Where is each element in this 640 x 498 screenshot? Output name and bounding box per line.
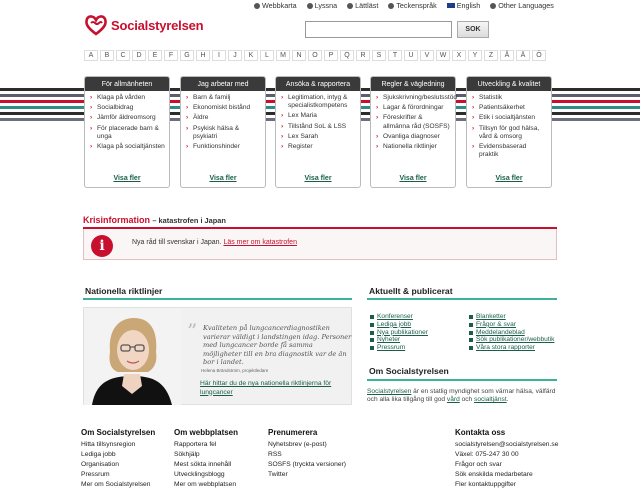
footer-link[interactable]: Pressrum bbox=[81, 471, 110, 478]
menu-item[interactable]: › Funktionshinder bbox=[186, 143, 261, 151]
speaker-icon bbox=[307, 3, 313, 9]
footer-link[interactable]: Utvecklingsblogg bbox=[174, 471, 225, 478]
footer-heading: Kontakta oss bbox=[455, 428, 506, 437]
footer-heading: Prenumerera bbox=[268, 428, 318, 437]
om-link-socialtjanst[interactable]: socialtjänst bbox=[474, 396, 507, 404]
kris-heading bbox=[83, 215, 226, 225]
person-portrait bbox=[84, 308, 181, 405]
alphabet-index bbox=[84, 50, 546, 61]
footer-link[interactable]: Rapportera fel bbox=[174, 441, 217, 448]
om-text: Socialstyrelsen är en statlig myndighet som värnar hälsa, välfärd och alla lika tillgång till god vård och socialtjänst. bbox=[367, 388, 556, 404]
menu-box bbox=[370, 76, 456, 188]
alphabet-letter[interactable]: S bbox=[372, 50, 386, 61]
footer-link[interactable]: Växel: 075-247 30 00 bbox=[455, 451, 519, 458]
footer-link[interactable]: Twitter bbox=[268, 471, 288, 478]
footer-link[interactable]: Mer om webbplatsen bbox=[174, 481, 237, 488]
menu-item[interactable]: › Nationella riktlinjer bbox=[376, 143, 451, 151]
alphabet-letter[interactable]: J bbox=[228, 50, 242, 61]
info-icon: i bbox=[91, 235, 113, 257]
footer-link[interactable]: SOSFS (tryckta versioner) bbox=[268, 461, 347, 468]
aktuellt-link[interactable]: Lediga jobb bbox=[369, 321, 428, 329]
search-input[interactable] bbox=[305, 21, 452, 38]
footer-link[interactable]: Nyhetsbrev (e-post) bbox=[268, 441, 327, 448]
aktuellt-link[interactable]: Frågor & svar bbox=[468, 321, 554, 329]
aktuellt-list-1 bbox=[369, 313, 428, 352]
alphabet-letter[interactable]: Å bbox=[500, 50, 514, 61]
aktuellt-list-2 bbox=[468, 313, 554, 352]
menu-heading[interactable]: Utveckling & kvalitet bbox=[467, 77, 551, 91]
riktlinjer-divider bbox=[83, 298, 352, 300]
alphabet-letter[interactable]: B bbox=[100, 50, 114, 61]
alphabet-letter[interactable]: E bbox=[148, 50, 162, 61]
quote-text: Kvaliteten på lungcancerdiagnostiken varierar väldigt i landstingen idag. Personer med lungcancer borde få samma möjligheter till en bra diagnostik var de än bor i landet. bbox=[203, 324, 352, 367]
aktuellt-link[interactable]: Blanketter bbox=[468, 313, 554, 321]
utility-nav bbox=[254, 1, 554, 10]
menu-list bbox=[85, 91, 169, 151]
alphabet-letter[interactable]: Z bbox=[484, 50, 498, 61]
uk-flag-icon bbox=[447, 3, 455, 8]
menu-list bbox=[181, 91, 265, 151]
footer-column bbox=[455, 428, 558, 490]
aktuellt-title: Aktuellt & publicerat bbox=[369, 286, 453, 296]
footer-link[interactable]: socialstyrelsen@socialstyrelsen.se bbox=[455, 441, 559, 448]
easy-read-icon bbox=[347, 3, 353, 9]
alphabet-letter[interactable]: V bbox=[420, 50, 434, 61]
kris-subtitle: – katastrofen i Japan bbox=[152, 216, 226, 225]
kris-panel bbox=[83, 229, 557, 260]
om-link-vard[interactable]: vård bbox=[446, 396, 460, 404]
menu-more-link[interactable]: Visa fler bbox=[209, 175, 237, 182]
kris-title: Krisinformation bbox=[83, 215, 151, 225]
sign-language-icon bbox=[388, 3, 394, 9]
sitemap-icon bbox=[254, 3, 260, 9]
menu-item[interactable]: › Lagar & förordningar bbox=[376, 104, 451, 112]
quote-author: Helena Brändström, projektledare bbox=[201, 368, 269, 373]
utility-link-teckensprak[interactable]: Teckenspråk bbox=[388, 1, 436, 10]
menu-box bbox=[466, 76, 552, 188]
menu-heading[interactable]: Jag arbetar med bbox=[181, 77, 265, 91]
utility-link-lyssna[interactable]: Lyssna bbox=[307, 1, 338, 10]
alphabet-letter[interactable]: I bbox=[212, 50, 226, 61]
menu-item[interactable]: › Ovanliga diagnoser bbox=[376, 133, 451, 141]
menu-item[interactable]: › Sjukskrivning/beslutsstöd bbox=[376, 94, 451, 102]
riktlinjer-panel bbox=[83, 307, 352, 405]
aktuellt-link[interactable]: Meddelandeblad bbox=[468, 329, 554, 337]
alphabet-letter[interactable]: D bbox=[132, 50, 146, 61]
menu-more-link[interactable]: Visa fler bbox=[304, 175, 332, 182]
menu-box bbox=[180, 76, 266, 188]
menu-item[interactable]: › Jämför äldreomsorg bbox=[90, 114, 165, 122]
alphabet-letter[interactable]: U bbox=[404, 50, 418, 61]
riktlinjer-title: Nationella riktlinjer bbox=[85, 286, 163, 296]
aktuellt-link[interactable]: Nya publikationer bbox=[369, 329, 428, 337]
menu-item[interactable]: › Tillstånd SoL & LSS bbox=[281, 123, 356, 131]
alphabet-letter[interactable]: A bbox=[84, 50, 98, 61]
menu-list bbox=[371, 91, 458, 151]
alphabet-letter[interactable]: L bbox=[260, 50, 274, 61]
menu-item[interactable]: › Klaga på vården bbox=[90, 94, 165, 102]
menu-more-link[interactable]: Visa fler bbox=[113, 175, 141, 182]
utility-link-english[interactable]: English bbox=[447, 1, 481, 10]
alphabet-letter[interactable]: M bbox=[276, 50, 290, 61]
alphabet-letter[interactable]: K bbox=[244, 50, 258, 61]
footer-link[interactable]: Organisation bbox=[81, 461, 119, 468]
menu-item[interactable]: › Legitimation, intyg & specialistkompetens bbox=[281, 94, 356, 110]
om-divider bbox=[367, 379, 557, 381]
menu-item[interactable]: › Äldre bbox=[186, 114, 261, 122]
footer-link[interactable]: Mest sökta innehåll bbox=[174, 461, 232, 468]
menu-heading[interactable]: För allmänheten bbox=[85, 77, 169, 91]
footer-heading: Om Socialstyrelsen bbox=[81, 428, 156, 437]
site-logo[interactable] bbox=[84, 14, 203, 36]
menu-item[interactable]: › Barn & familj bbox=[186, 94, 261, 102]
alphabet-letter[interactable]: R bbox=[356, 50, 370, 61]
om-title: Om Socialstyrelsen bbox=[369, 366, 449, 376]
menu-item[interactable]: › Ekonomiskt bistånd bbox=[186, 104, 261, 112]
alphabet-letter[interactable]: C bbox=[116, 50, 130, 61]
menu-item[interactable]: › Etik i socialtjänsten bbox=[472, 114, 547, 122]
kris-text: Nya råd till svenskar i Japan. Läs mer om katastrofen bbox=[132, 239, 297, 246]
footer-link[interactable]: Fler kontaktuppgifter bbox=[455, 481, 516, 488]
alphabet-letter[interactable]: Y bbox=[468, 50, 482, 61]
menu-box bbox=[84, 76, 170, 188]
om-link-socialstyrelsen[interactable]: Socialstyrelsen bbox=[367, 388, 412, 395]
footer-column bbox=[81, 428, 155, 490]
alphabet-letter[interactable]: T bbox=[388, 50, 402, 61]
aktuellt-link[interactable]: Våra stora rapporter bbox=[468, 344, 554, 352]
alphabet-letter[interactable]: O bbox=[308, 50, 322, 61]
footer-column bbox=[174, 428, 238, 490]
riktlinjer-link[interactable]: Här hittar du de nya nationella riktlinjerna för lungcancer bbox=[200, 380, 332, 396]
footer-heading: Om webbplatsen bbox=[174, 428, 239, 437]
menu-item[interactable]: › Evidensbaserad praktik bbox=[472, 143, 547, 159]
alphabet-letter[interactable]: Ö bbox=[532, 50, 546, 61]
menu-item[interactable]: › Register bbox=[281, 143, 356, 151]
alphabet-letter[interactable]: H bbox=[196, 50, 210, 61]
alphabet-letter[interactable]: G bbox=[180, 50, 194, 61]
aktuellt-divider bbox=[367, 298, 557, 300]
alphabet-letter[interactable]: X bbox=[452, 50, 466, 61]
menu-item[interactable]: › För placerade barn & unga bbox=[90, 125, 165, 141]
menu-item[interactable]: › Psykisk hälsa & psykiatri bbox=[186, 125, 261, 141]
footer-link[interactable]: Lediga jobb bbox=[81, 451, 116, 458]
menu-item[interactable]: › Lex Sarah bbox=[281, 133, 356, 141]
alphabet-letter[interactable]: Q bbox=[340, 50, 354, 61]
footer-link[interactable]: Sök enskilda medarbetare bbox=[455, 471, 533, 478]
logo-text: Socialstyrelsen bbox=[111, 17, 204, 33]
footer-link[interactable]: Frågor och svar bbox=[455, 461, 502, 468]
footer-link[interactable]: Mer om Socialstyrelsen bbox=[81, 481, 151, 488]
menu-heading[interactable]: Ansöka & rapportera bbox=[276, 77, 360, 91]
menu-list bbox=[467, 91, 551, 159]
footer-link[interactable]: RSS bbox=[268, 451, 282, 458]
utility-link-other-languages[interactable]: Other Languages bbox=[490, 1, 554, 10]
menu-heading[interactable]: Regler & vägledning bbox=[371, 77, 455, 91]
search-button[interactable]: SOK bbox=[457, 21, 489, 38]
menu-item[interactable]: › Socialbidrag bbox=[90, 104, 165, 112]
menu-item[interactable]: › Patientsäkerhet bbox=[472, 104, 547, 112]
alphabet-letter[interactable]: F bbox=[164, 50, 178, 61]
alphabet-letter[interactable]: W bbox=[436, 50, 450, 61]
menu-more-link[interactable]: Visa fler bbox=[495, 175, 523, 182]
footer-link[interactable]: Hitta tillsynsregion bbox=[81, 441, 136, 448]
menu-item[interactable]: › Statistik bbox=[472, 94, 547, 102]
menu-item[interactable]: › Lex Maria bbox=[281, 112, 356, 120]
aktuellt-link[interactable]: Konferenser bbox=[369, 313, 428, 321]
aktuellt-link[interactable]: Sök publikationer/webbutik bbox=[468, 336, 554, 344]
utility-link-lattlast[interactable]: Lättläst bbox=[347, 1, 378, 10]
alphabet-letter[interactable]: N bbox=[292, 50, 306, 61]
kris-read-more-link[interactable]: Läs mer om katastrofen bbox=[223, 239, 297, 246]
alphabet-letter[interactable]: P bbox=[324, 50, 338, 61]
aktuellt-link[interactable]: Nyheter bbox=[369, 336, 428, 344]
alphabet-letter[interactable]: Ä bbox=[516, 50, 530, 61]
menu-item[interactable]: › Föreskrifter & allmänna råd (SOSFS) bbox=[376, 114, 451, 130]
menu-item[interactable]: › Tillsyn för god hälsa, vård & omsorg bbox=[472, 125, 547, 141]
menu-more-link[interactable]: Visa fler bbox=[399, 175, 427, 182]
aktuellt-link[interactable]: Pressrum bbox=[369, 344, 428, 352]
footer-link[interactable]: Sökhjälp bbox=[174, 451, 200, 458]
utility-link-webbkarta[interactable]: Webbkarta bbox=[254, 1, 297, 10]
footer-column bbox=[268, 428, 346, 480]
quote-mark-icon: ” bbox=[187, 319, 198, 343]
menu-list bbox=[276, 91, 360, 151]
menu-item[interactable]: › Klaga på socialtjänsten bbox=[90, 143, 165, 151]
logo-mark-icon bbox=[84, 14, 108, 36]
globe-icon bbox=[490, 3, 496, 9]
menu-box bbox=[275, 76, 361, 188]
